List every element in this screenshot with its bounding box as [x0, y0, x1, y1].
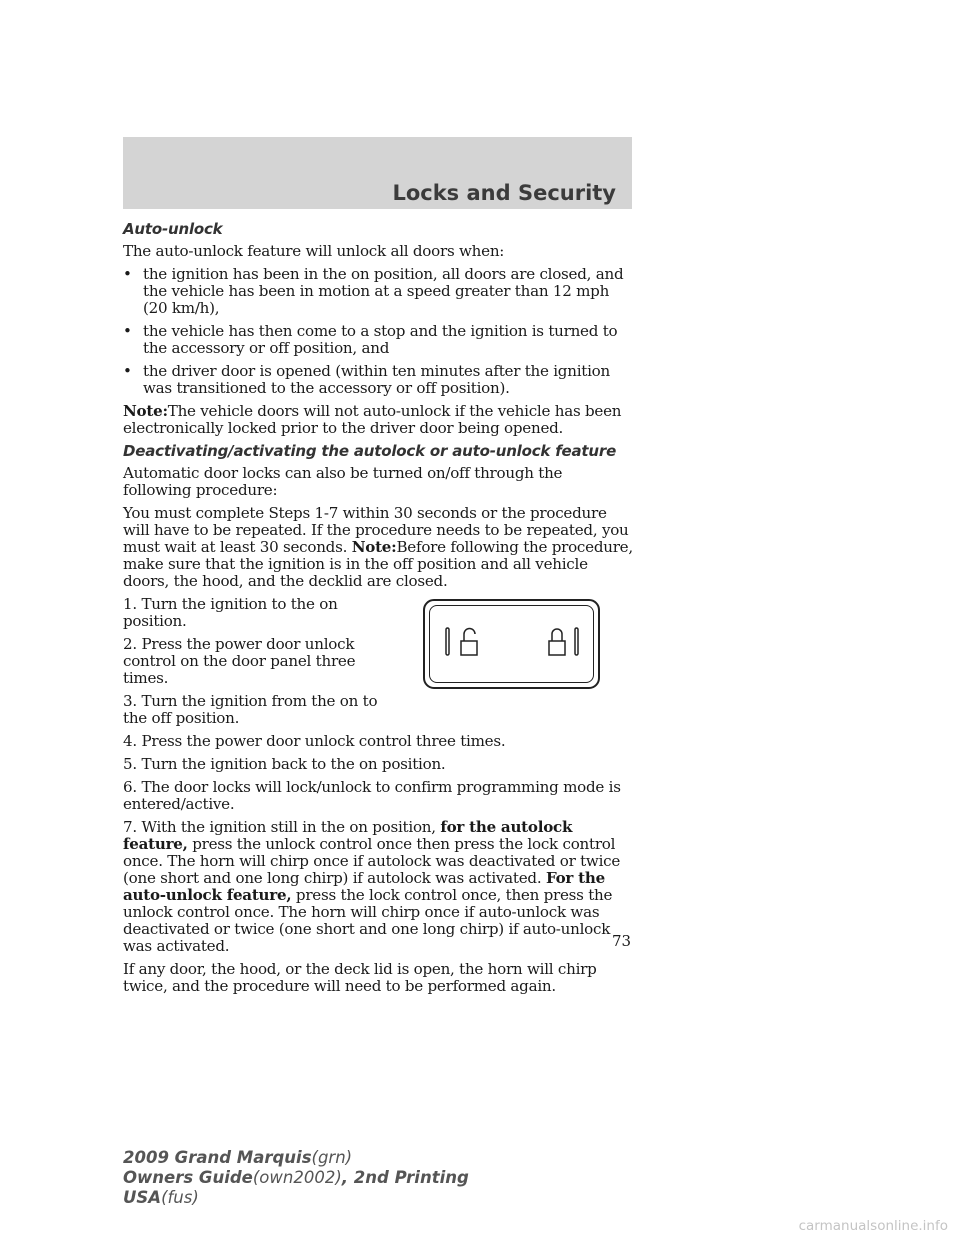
page-content: [123, 221, 635, 1001]
bullet-text: the ignition has been in the on position, all doors are closed, and the vehicle has been in motion at a speed greater than 12 mph (20 km/h),: [143, 265, 624, 317]
step-7-start: 7. With the ignition still in the on position,: [123, 818, 436, 836]
door-lock-switch-illustration: [423, 599, 600, 689]
deactivating-heading: Deactivating/activating the autolock or auto-unlock feature: [123, 442, 617, 460]
step-2: 2. Press the power door unlock control on the door panel three times.: [123, 635, 356, 687]
step-5: 5. Turn the ignition back to the on position.: [123, 755, 446, 773]
bullet-text: the vehicle has then come to a stop and the ignition is turned to the accessory or off position, and: [143, 322, 618, 357]
watermark: carmanualsonline.info: [798, 1218, 948, 1234]
list-item: [123, 363, 635, 397]
step-7-auto-unlock-text: press the lock control once, then press the unlock control once. The horn will chirp once if auto-unlock was deactivated or twice (one short and one long chirp) if auto-unlock was activated.: [123, 886, 613, 955]
unlock-icon: [446, 628, 477, 655]
timing-text: You must complete Steps 1-7 within 30 seconds or the procedure will have to be repeated. If the procedure needs to be repeated, you must wait at least 30 seconds.: [123, 504, 629, 556]
list-item: [123, 323, 635, 357]
step-3: 3. Turn the ignition from the on to the off position.: [123, 692, 378, 727]
auto-unlock-conditions: [123, 266, 635, 397]
section-header-band: [123, 137, 632, 209]
bullet-icon: •: [123, 322, 132, 340]
note-label: Note:: [123, 402, 168, 420]
document-footer: [123, 1148, 469, 1208]
bullet-icon: •: [123, 265, 132, 283]
footer-line-2: Owners Guide(own2002), 2nd Printing: [123, 1168, 469, 1187]
timing-paragraph: [123, 505, 635, 590]
deactivating-intro: Automatic door locks can also be turned on/off through the following procedure:: [123, 464, 563, 499]
step-7-autolock-text: press the unlock control once then press the lock control once. The horn will chirp once if autolock was deactivated or twice (one short and one long chirp) if autolock was activated.: [123, 835, 621, 887]
note-text: The vehicle doors will not auto-unlock if the vehicle has been electronically locked prior to the driver door being opened.: [123, 402, 622, 437]
bullet-icon: •: [123, 362, 132, 380]
section-title: Locks and Security: [392, 181, 616, 205]
list-item: [123, 266, 635, 317]
procedure-steps: [123, 596, 635, 995]
step-7: [123, 819, 635, 955]
step-7-auto-unlock-label: For the auto-unlock feature,: [123, 869, 605, 904]
footer-line-3: USA(fus): [123, 1188, 199, 1207]
step-7-autolock-label: for the autolock feature,: [123, 818, 573, 853]
step-4: 4. Press the power door unlock control three times.: [123, 732, 506, 750]
auto-unlock-intro: The auto-unlock feature will unlock all doors when:: [123, 242, 505, 260]
lock-switch-graphic: [425, 601, 598, 687]
closing-paragraph: If any door, the hood, or the deck lid is open, the horn will chirp twice, and the procedure will need to be performed again.: [123, 960, 597, 995]
footer-line-1: 2009 Grand Marquis(grn): [123, 1148, 353, 1167]
step-1: 1. Turn the ignition to the on position.: [123, 595, 338, 630]
page-number: 73: [612, 932, 632, 950]
step-6: 6. The door locks will lock/unlock to confirm programming mode is entered/active.: [123, 778, 621, 813]
bullet-text: the driver door is opened (within ten minutes after the ignition was transitioned to the accessory or off position).: [143, 362, 610, 397]
auto-unlock-heading: Auto-unlock: [123, 220, 223, 238]
lock-icon: [549, 628, 578, 655]
timing-note-text: Before following the procedure, make sure that the ignition is in the off position and all vehicle doors, the hood, and the decklid are closed.: [123, 538, 633, 590]
auto-unlock-note: [123, 403, 635, 437]
timing-note-label: Note:: [351, 538, 397, 556]
